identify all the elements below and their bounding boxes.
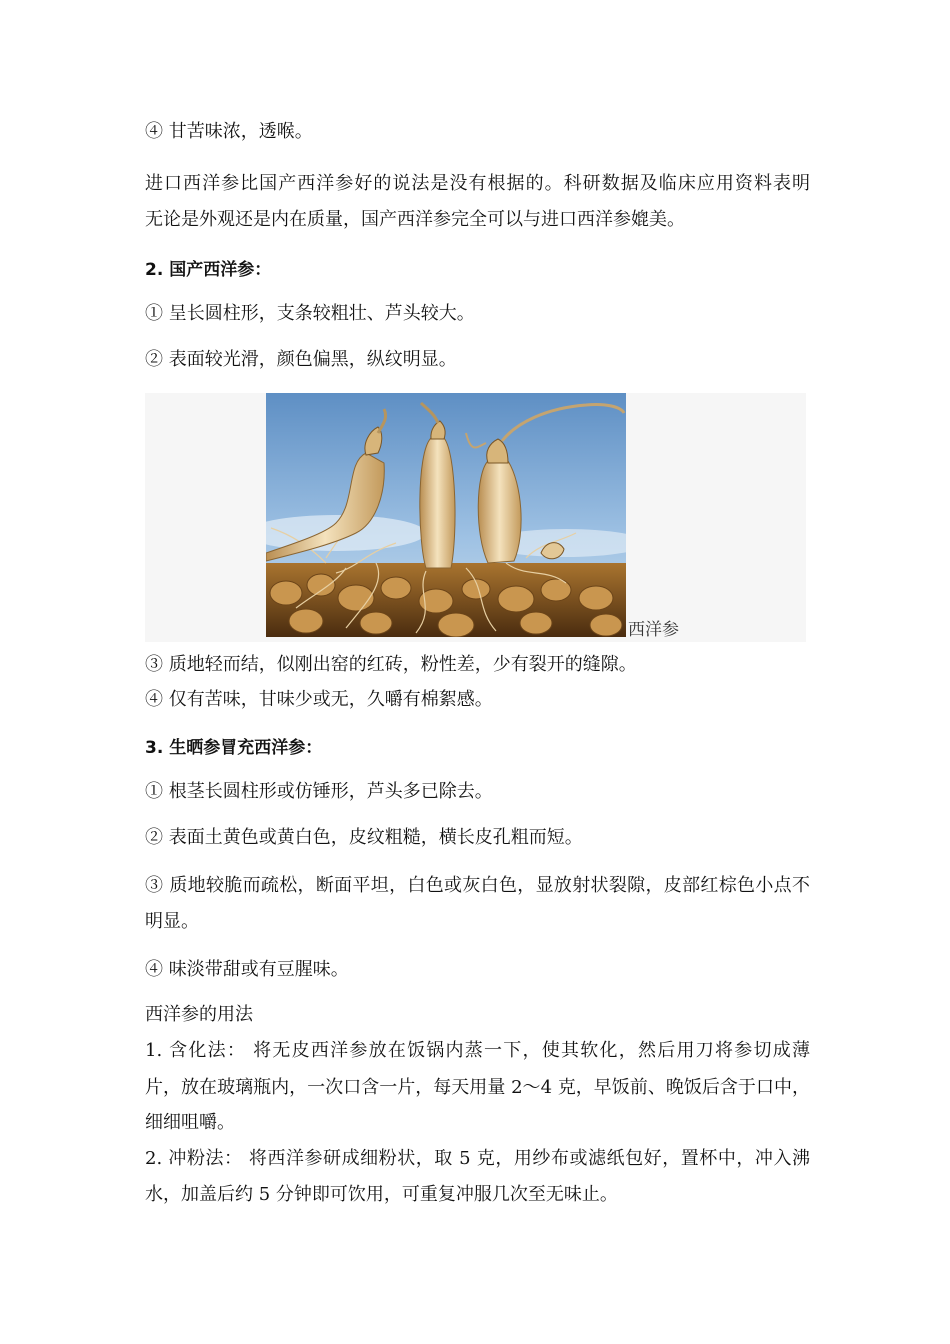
- usage-method-1-line2: 片，放在玻璃瓶内，一次口含一片，每天用量 2～4 克，早饭前、晚饭后含于口中，: [145, 1077, 810, 1098]
- list-item-counterfeit-shape: ① 根茎长圆柱形或仿锤形，芦头多已除去。: [145, 781, 493, 802]
- photo-caption: 西洋参: [628, 620, 679, 640]
- section-heading-domestic: 2. 国产西洋参：: [145, 260, 272, 280]
- list-item-counterfeit-texture-line1: ③ 质地较脆而疏松，断面平坦，白色或灰白色，显放射状裂隙，皮部红棕色小点不: [145, 875, 810, 896]
- list-item-domestic-taste: ④ 仅有苦味，甘味少或无，久嚼有棉絮感。: [145, 689, 493, 710]
- list-item-counterfeit-surface: ② 表面土黄色或黄白色，皮纹粗糙，横长皮孔粗而短。: [145, 827, 583, 848]
- usage-method-2-line2: 水，加盖后约 5 分钟即可饮用，可重复冲服几次至无味止。: [145, 1184, 618, 1205]
- list-item-counterfeit-taste: ④ 味淡带甜或有豆腥味。: [145, 959, 349, 980]
- usage-method-2-line1: 2. 冲粉法： 将西洋参研成细粉状，取 5 克，用纱布或滤纸包好，置杯中，冲入沸: [145, 1148, 810, 1169]
- list-item-domestic-texture: ③ 质地轻而结，似刚出窑的红砖，粉性差，少有裂开的缝隙。: [145, 654, 637, 675]
- paragraph-sweet-bitter: ④ 甘苦味浓，透喉。: [145, 121, 313, 142]
- usage-method-1-line3: 细细咀嚼。: [145, 1112, 235, 1133]
- usage-title: 西洋参的用法: [145, 1004, 253, 1025]
- section-heading-counterfeit: 3. 生晒参冒充西洋参：: [145, 738, 323, 758]
- paragraph-import-claim-line1: 进口西洋参比国产西洋参好的说法是没有根据的。科研数据及临床应用资料表明: [145, 173, 810, 194]
- paragraph-import-claim-line2: 无论是外观还是内在质量，国产西洋参完全可以与进口西洋参媲美。: [145, 209, 685, 230]
- list-item-domestic-shape: ① 呈长圆柱形，支条较粗壮、芦头较大。: [145, 303, 475, 324]
- list-item-domestic-surface: ② 表面较光滑，颜色偏黑，纵纹明显。: [145, 349, 457, 370]
- list-item-counterfeit-texture-line2: 明显。: [145, 911, 199, 932]
- ginseng-photo: [266, 393, 626, 637]
- usage-method-1-line1: 1. 含化法： 将无皮西洋参放在饭锅内蒸一下，使其软化，然后用刀将参切成薄: [145, 1040, 810, 1061]
